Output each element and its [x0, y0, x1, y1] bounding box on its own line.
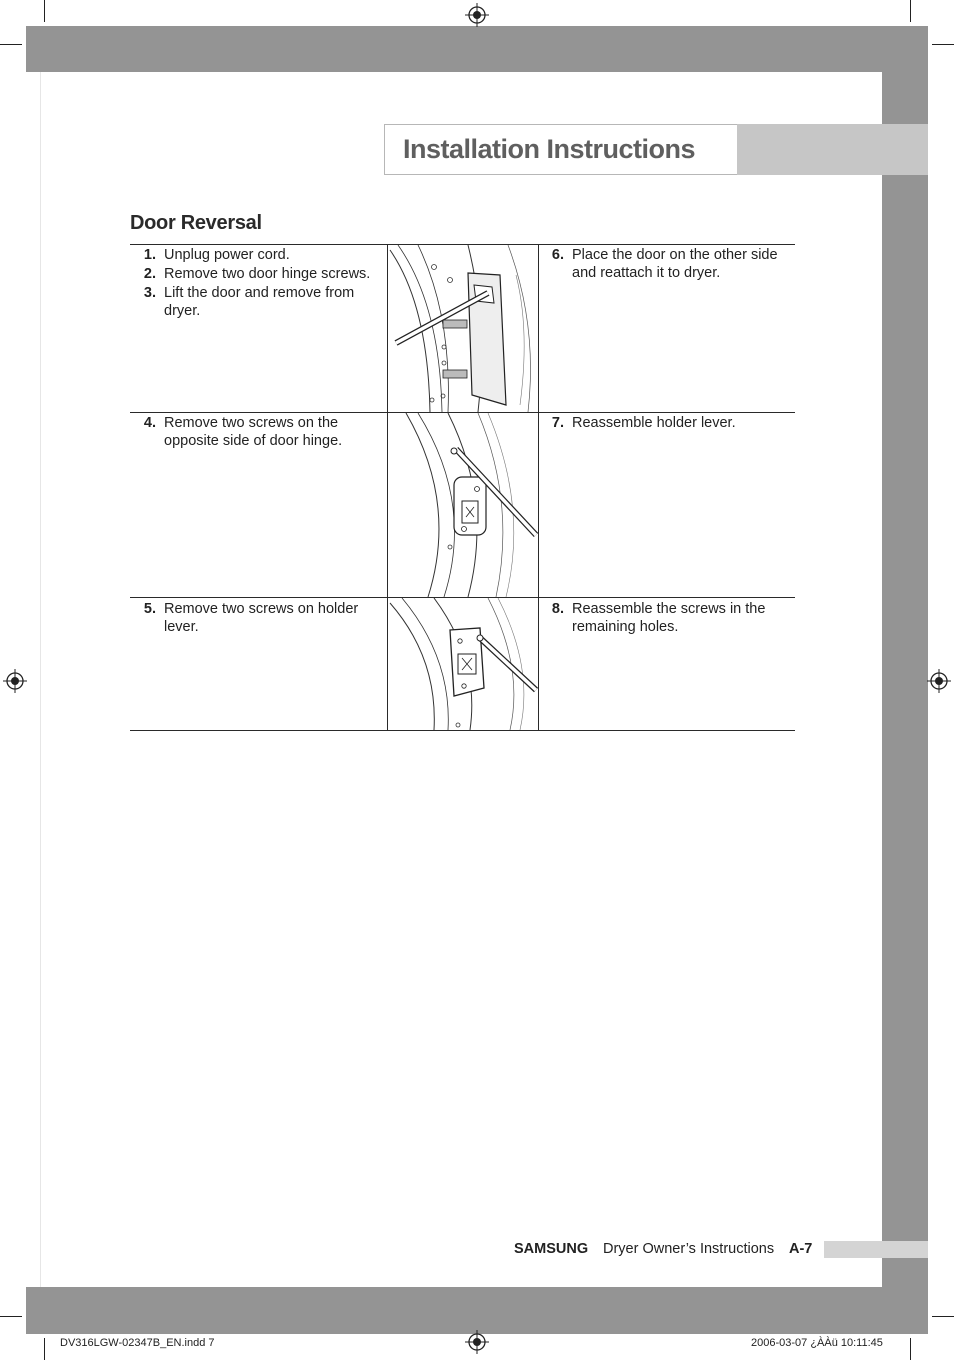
- door-hinge-illustration: [388, 245, 538, 412]
- step-item: [130, 601, 380, 637]
- door-screws-illustration: [388, 413, 538, 597]
- step-text: Reassemble holder lever.: [572, 415, 736, 431]
- table-rule: [130, 730, 795, 731]
- crop-mark: [0, 44, 22, 45]
- crop-mark: [44, 0, 45, 22]
- header-grey-tab: [737, 124, 928, 175]
- registration-mark-icon: [465, 3, 489, 27]
- page-number: A-7: [789, 1241, 813, 1257]
- step-text: Remove two door hinge screws.: [164, 266, 371, 282]
- table-divider: [538, 244, 539, 730]
- step-item: [130, 285, 380, 321]
- step-text: Reassemble the screws in the: [572, 601, 766, 617]
- holder-lever-illustration: [388, 598, 538, 730]
- slug-filename: DV316LGW-02347B_EN.indd 7: [60, 1337, 215, 1349]
- step-text: Unplug power cord.: [164, 247, 290, 263]
- footer-title: Dryer Owner’s Instructions: [603, 1241, 775, 1257]
- step-number: 1.: [143, 247, 156, 263]
- step-item: [130, 266, 380, 284]
- step-text: and reattach it to dryer.: [572, 264, 721, 281]
- crop-mark: [932, 44, 954, 45]
- step-number: 5.: [143, 601, 156, 617]
- step-number: 4.: [143, 415, 156, 431]
- registration-mark-icon: [927, 669, 951, 693]
- step-text: opposite side of door hinge.: [164, 432, 343, 449]
- step-text: Remove two screws on the: [164, 415, 339, 431]
- step-number: 3.: [143, 285, 156, 301]
- footer-grey-tab: [824, 1241, 928, 1258]
- left-margin-line: [40, 72, 41, 1287]
- right-band: [882, 26, 928, 1334]
- step-number: 7.: [551, 415, 564, 431]
- step-item: [130, 247, 380, 265]
- top-band: [26, 26, 928, 72]
- crop-mark: [910, 0, 911, 22]
- page-title: Installation Instructions: [403, 134, 696, 164]
- registration-mark-icon: [3, 669, 27, 693]
- step-item: [538, 247, 788, 283]
- section-title: Door Reversal: [130, 212, 262, 234]
- step-item: [538, 415, 788, 433]
- step-number: 2.: [143, 266, 156, 282]
- crop-mark: [44, 1338, 45, 1360]
- footer-brand: SAMSUNG: [514, 1241, 589, 1257]
- step-text: lever.: [164, 618, 199, 635]
- crop-mark: [932, 1316, 954, 1317]
- step-text: Place the door on the other side: [572, 247, 778, 263]
- step-text: remaining holes.: [572, 618, 679, 635]
- step-text: Remove two screws on holder: [164, 601, 359, 617]
- step-number: 6.: [551, 247, 564, 263]
- step-text: Lift the door and remove from: [164, 285, 355, 301]
- crop-mark: [0, 1316, 22, 1317]
- step-number: 8.: [551, 601, 564, 617]
- step-item: [538, 601, 788, 637]
- crop-mark: [910, 1338, 911, 1360]
- bottom-band: [26, 1287, 928, 1334]
- step-text: dryer.: [164, 302, 201, 319]
- step-item: [130, 415, 380, 451]
- registration-mark-icon: [465, 1330, 489, 1354]
- slug-timestamp: 2006-03-07 ¿ÀÀü 10:11:45: [751, 1337, 883, 1349]
